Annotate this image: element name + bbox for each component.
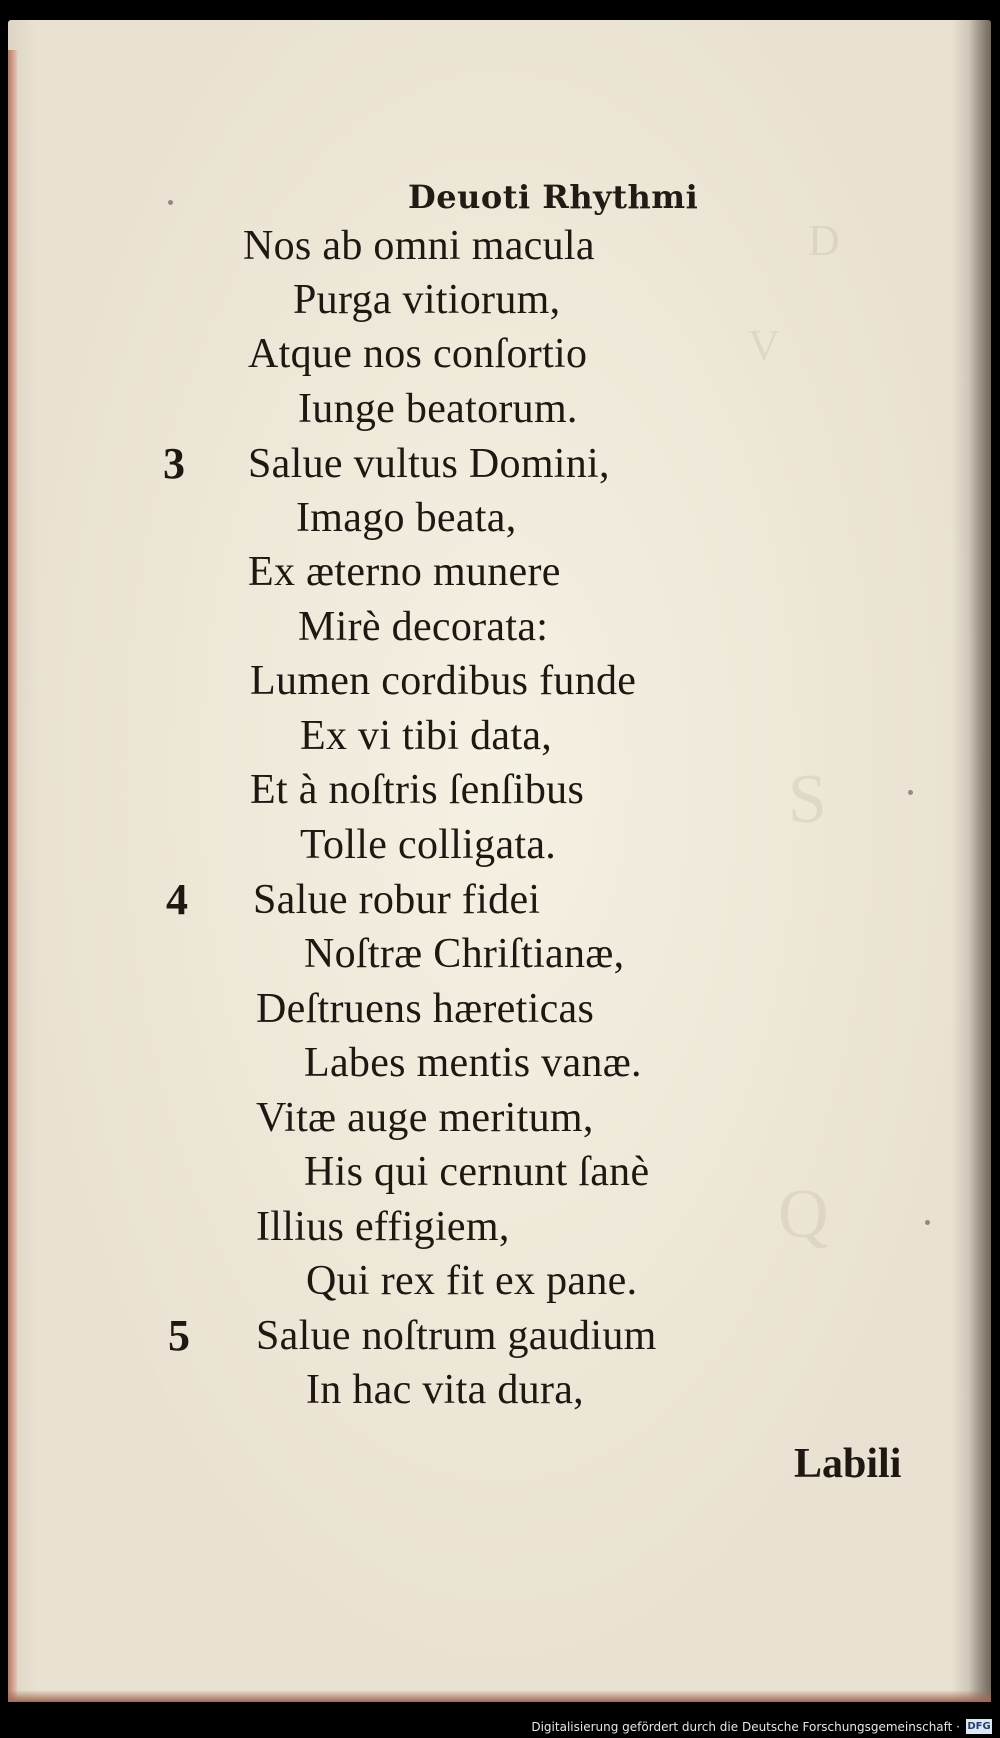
verse-line: Salue robur fidei [253, 877, 541, 923]
verse-line: Et à noſtris ſenſibus [250, 767, 585, 813]
verse-line: Deſtruens hæreticas [256, 986, 595, 1032]
verse-number: 3 [163, 439, 185, 488]
verse-line: Labes mentis vanæ. [304, 1040, 642, 1086]
catchword: Labili [794, 1441, 902, 1487]
verse-line: Lumen cordibus funde [250, 658, 637, 704]
footer-bar [0, 1714, 1000, 1738]
show-through-text: Q [778, 1176, 829, 1253]
page-edge-bottom [8, 1690, 991, 1702]
spine-shadow [969, 20, 991, 1702]
verse-line: Salue vultus Domini, [248, 441, 610, 487]
verse-line: Atque nos conſortio [248, 331, 588, 377]
verse-line: His qui cernunt ſanè [304, 1149, 650, 1195]
verse-line: Illius effigiem, [256, 1204, 510, 1250]
verse-line: In hac vita dura, [306, 1367, 584, 1413]
verse-line: Purga vitiorum, [293, 277, 561, 323]
running-head: Deuoti Rhythmi [408, 178, 699, 216]
page-edge [8, 50, 18, 1700]
verse-line: Qui rex fit ex pane. [306, 1258, 638, 1304]
verse-line: Iunge beatorum. [298, 386, 578, 432]
verse-line: Mirè decorata: [298, 604, 549, 650]
verse-line: Noſtræ Chriſtianæ, [304, 931, 625, 977]
book-page [8, 20, 991, 1702]
verse-line: Ex vi tibi data, [300, 713, 553, 759]
verse-number: 4 [166, 875, 188, 924]
verse-line: Salue noſtrum gaudium [256, 1313, 657, 1359]
show-through-text: S [788, 761, 827, 838]
footer-credit: Digitalisierung gefördert durch die Deutsche Forschungsgemeinschaft · [531, 1720, 960, 1734]
verse-line: Tolle colligata. [300, 822, 557, 868]
verse-line: Vitæ auge meritum, [256, 1095, 594, 1141]
verse-line: Ex æterno munere [248, 549, 561, 595]
ink-speck [908, 790, 913, 795]
dfg-logo: DFG [967, 1721, 991, 1732]
verse-number: 5 [168, 1311, 190, 1360]
show-through-text: V [748, 321, 780, 370]
verse-line: Imago beata, [296, 495, 517, 541]
ink-speck [168, 200, 173, 205]
verse-line: Nos ab omni macula [243, 223, 595, 269]
show-through-text: D [808, 216, 840, 265]
ink-speck [925, 1220, 930, 1225]
